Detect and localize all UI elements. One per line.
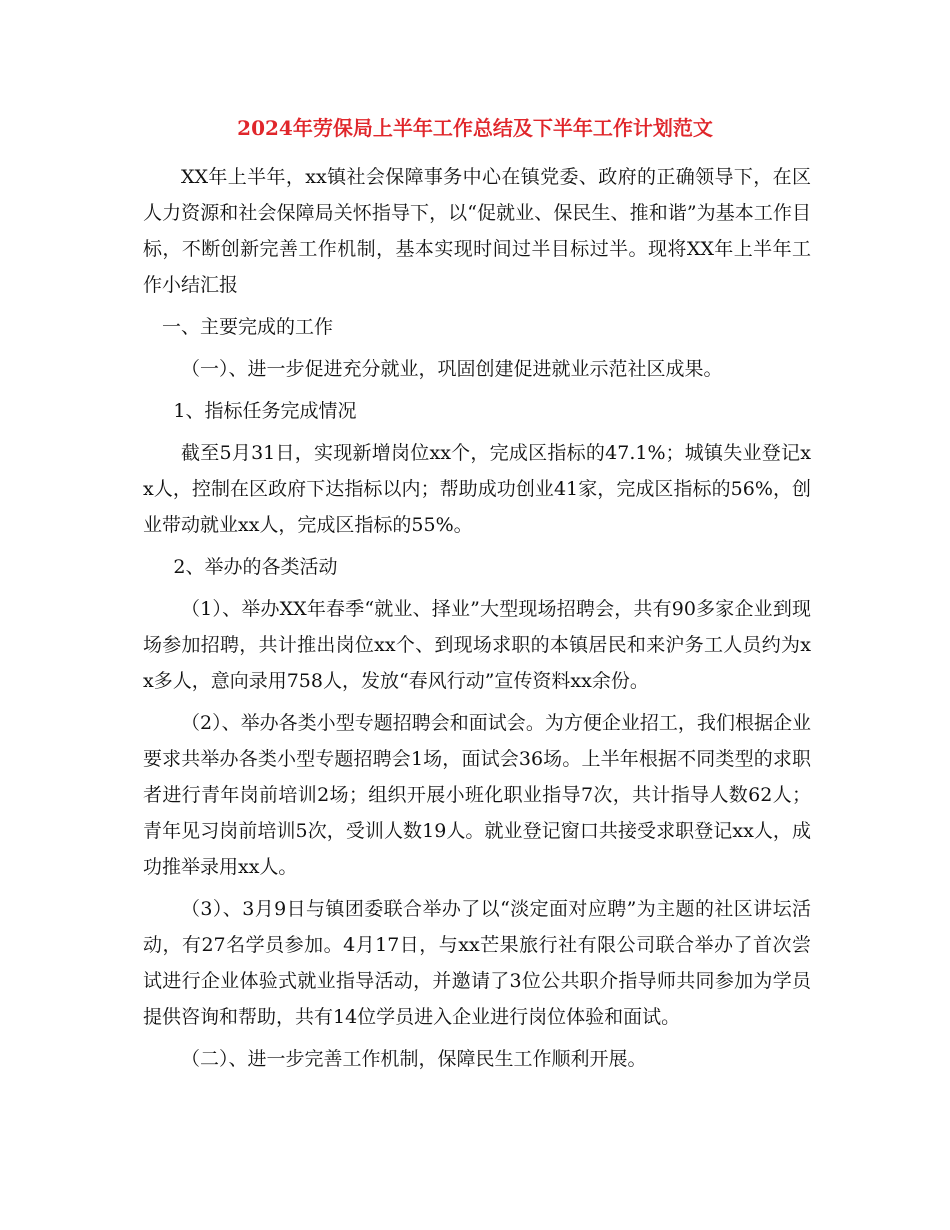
subheading-employment: （一）、进一步促进充分就业，巩固创建促进就业示范社区成果。 [181, 358, 723, 380]
paragraph-intro: XX年上半年，xx镇社会保障事务中心在镇党委、政府的正确领导下，在区人力资源和社会保障局关怀指导下，以“促就业、保民生、推和谐”为基本工作目标，不断创新完善工作机制，基本实现时间过半目标过半。现将XX年上半年工作小结汇报 [143, 166, 811, 296]
paragraph-activity-2: （2）、举办各类小型专题招聘会和面试会。为方便企业招工，我们根据企业要求共举办各类小型专题招聘会1场，面试会36场。上半年根据不同类型的求职者进行青年岗前培训2场；组织开展小班化职业指导7次，共计指导人数62人；青年见习岗前培训5次，受训人数19人。就业登记窗口共接受求职登记xx人，成功推举录用xx人。 [143, 712, 811, 878]
subheading-indicators: 1、指标任务完成情况 [173, 400, 357, 422]
subheading-activities: 2、举办的各类活动 [173, 556, 338, 578]
paragraph-indicators: 截至5月31日，实现新增岗位xx个，完成区指标的47.1%；城镇失业登记xx人，控制在区政府下达指标以内；帮助成功创业41家，完成区指标的56%，创业带动就业xx人，完成区指标的55%。 [143, 442, 811, 536]
document-body [143, 159, 811, 1083]
subheading-mechanism: （二）、进一步完善工作机制，保障民生工作顺利开展。 [181, 1048, 647, 1070]
heading-main-work: 一、主要完成的工作 [162, 316, 334, 338]
document-title: 2024年劳保局上半年工作总结及下半年工作计划范文 [237, 116, 713, 140]
paragraph-activity-1: （1）、举办XX年春季“就业、择业”大型现场招聘会，共有90多家企业到现场参加招聘，共计推出岗位xx个、到现场求职的本镇居民和来沪务工人员约为xx多人，意向录用758人，发放“春风行动”宣传资料xx余份。 [143, 598, 811, 692]
paragraph-activity-3: （3）、3月9日与镇团委联合举办了以“淡定面对应聘”为主题的社区讲坛活动，有27名学员参加。4月17日，与xx芒果旅行社有限公司联合举办了首次尝试进行企业体验式就业指导活动，并邀请了3位公共职介指导师共同参加为学员提供咨询和帮助，共有14位学员进入企业进行岗位体验和面试。 [143, 898, 811, 1028]
